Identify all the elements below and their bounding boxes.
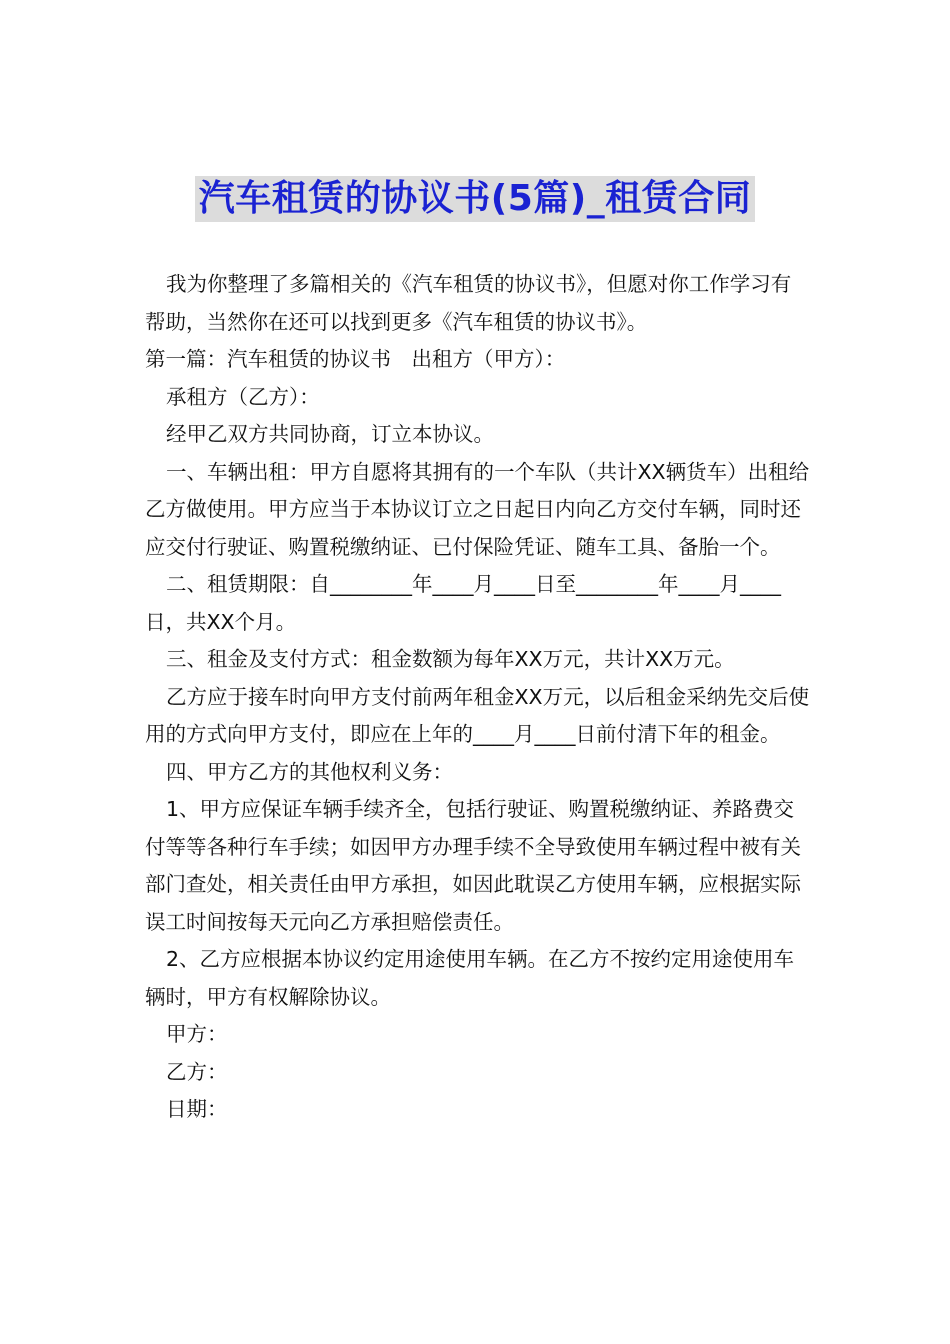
signature-party-b: 乙方： [166, 1059, 228, 1084]
paragraph-clause-1: 一、车辆出租：甲方自愿将其拥有的一个车队（共计XX辆货车）出租给乙方做使用。甲方应当于本协议订立之日起日内向乙方交付车辆，同时还应交付行驶证、购置税缴纳证、已付保险凭证、随车工具、备胎一个。 [145, 459, 810, 559]
signature-date: 日期： [166, 1097, 228, 1121]
document-body [145, 266, 810, 1129]
paragraph-section-heading: 第一篇：汽车租赁的协议书 出租方（甲方）： [145, 347, 566, 371]
document-title: 汽车租赁的协议书(5篇)_租赁合同 [195, 176, 755, 222]
paragraph-lessee: 承租方（乙方）： [166, 384, 320, 409]
paragraph-clause-3-detail: 乙方应于接车时向甲方支付前两年租金XX万元，以后租金采纳先交后使用的方式向甲方支付，即应在上年的____月____日前付清下年的租金。 [145, 684, 810, 746]
signature-party-a: 甲方： [166, 1022, 228, 1046]
paragraph-clause-4-2: 2、乙方应根据本协议约定用途使用车辆。在乙方不按约定用途使用车辆时，甲方有权解除协议。 [145, 947, 795, 1009]
paragraph-clause-4-1: 1、甲方应保证车辆手续齐全，包括行驶证、购置税缴纳证、养路费交付等等各种行车手续；如因甲方办理手续不全导致使用车辆过程中被有关部门查处，相关责任由甲方承担，如因此耽误乙方使用车辆，应根据实际误工时间按每天元向乙方承担赔偿责任。 [145, 797, 801, 934]
title-container [0, 176, 950, 222]
paragraph-clause-2: 二、租赁期限：自________年____月____日至________年____月____日，共XX个月。 [145, 572, 781, 634]
paragraph-clause-3: 三、租金及支付方式：租金数额为每年XX万元，共计XX万元。 [166, 647, 735, 671]
paragraph-clause-4: 四、甲方乙方的其他权利义务： [166, 759, 453, 784]
paragraph-intro: 我为你整理了多篇相关的《汽车租赁的协议书》，但愿对你工作学习有帮助，当然你在还可以找到更多《汽车租赁的协议书》。 [145, 272, 792, 334]
paragraph-agreement: 经甲乙双方共同协商，订立本协议。 [166, 422, 494, 446]
